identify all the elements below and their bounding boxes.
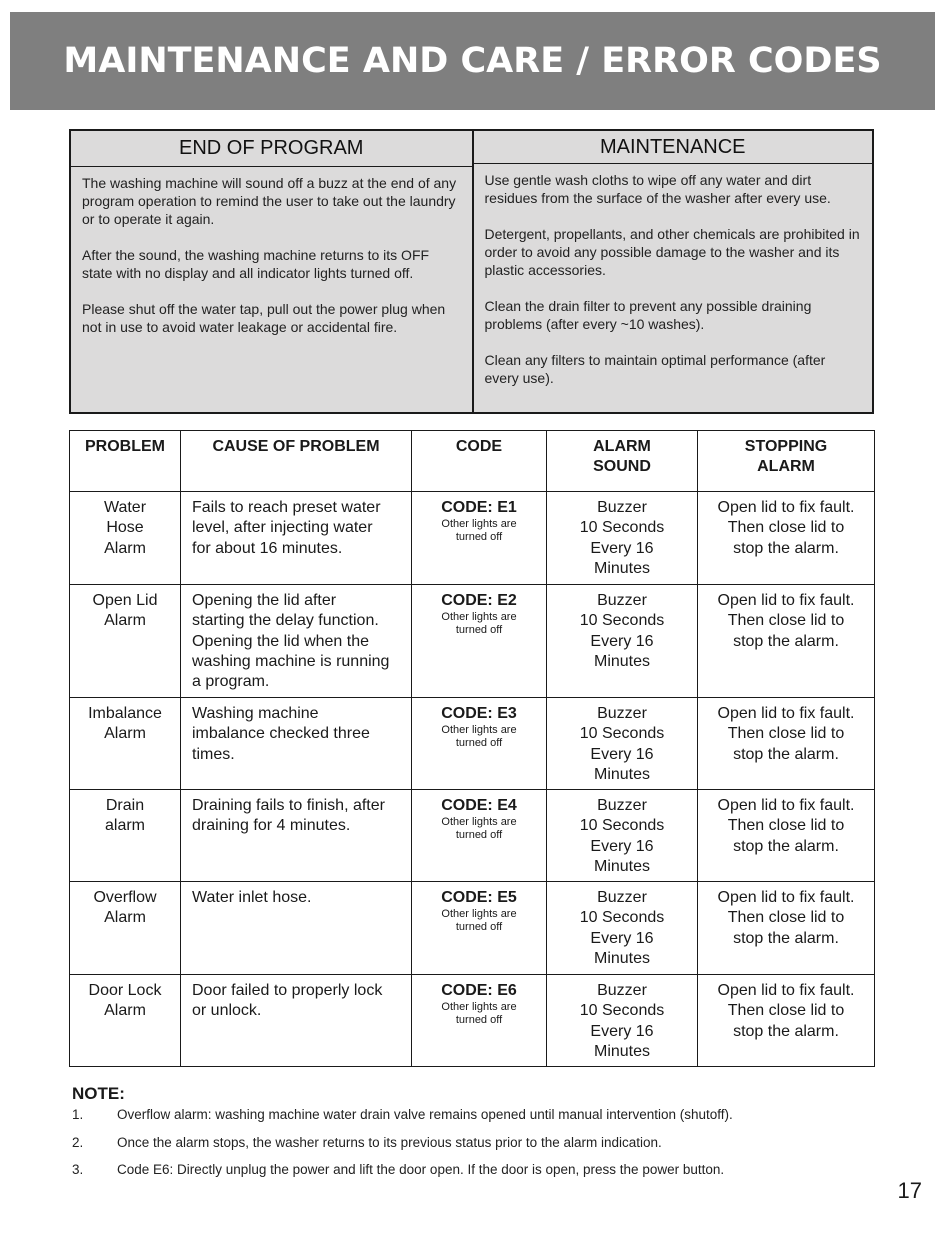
stopping-line: Open lid to fix fault. bbox=[717, 889, 855, 906]
problem-line: Imbalance bbox=[88, 705, 162, 722]
notes-section bbox=[72, 1084, 872, 1189]
cause-line: Door failed to properly lock bbox=[192, 982, 383, 999]
code-note-line: Other lights are bbox=[441, 611, 517, 624]
stopping-line: Open lid to fix fault. bbox=[717, 982, 855, 999]
page-header-banner bbox=[10, 12, 935, 110]
cause-line: Water inlet hose. bbox=[192, 889, 312, 906]
cause-line: Washing machine bbox=[192, 705, 319, 722]
cause-line: draining for 4 minutes. bbox=[192, 817, 351, 835]
header-alarm-line: ALARM bbox=[593, 438, 651, 455]
problem-line: Hose bbox=[106, 519, 144, 537]
alarm-line: 10 Seconds bbox=[579, 612, 665, 630]
code-note-line: turned off bbox=[455, 624, 503, 637]
error-codes-table bbox=[69, 430, 875, 1067]
table-header-row bbox=[70, 431, 875, 492]
header-alarm-line: SOUND bbox=[593, 458, 651, 476]
problem-line: Alarm bbox=[104, 539, 146, 557]
alarm-line: 10 Seconds bbox=[579, 909, 665, 927]
problem-cell bbox=[70, 975, 181, 1067]
alarm-line: Buzzer bbox=[597, 889, 647, 906]
problem-line: Door Lock bbox=[88, 982, 162, 999]
note-number: 2. bbox=[72, 1134, 84, 1150]
info-box bbox=[69, 129, 874, 414]
code-note-line: turned off bbox=[455, 737, 503, 750]
cause-line: Fails to reach preset water bbox=[192, 499, 381, 516]
stopping-line: stop the alarm. bbox=[733, 539, 839, 557]
alarm-sound-cell bbox=[547, 698, 698, 790]
problem-line: Water bbox=[103, 499, 147, 516]
stopping-line: stop the alarm. bbox=[733, 837, 839, 855]
cause-cell bbox=[181, 492, 412, 585]
stopping-line: stop the alarm. bbox=[733, 632, 839, 650]
stopping-alarm-cell bbox=[698, 492, 875, 585]
problem-line: Alarm bbox=[104, 909, 146, 927]
alarm-line: Buzzer bbox=[597, 982, 647, 999]
stopping-line: Then close lid to bbox=[727, 725, 845, 743]
stopping-line: Open lid to fix fault. bbox=[717, 592, 855, 609]
problem-line: alarm bbox=[104, 817, 145, 835]
cause-line: level, after injecting water bbox=[192, 519, 373, 537]
alarm-line: Minutes bbox=[593, 559, 651, 577]
table-row bbox=[70, 698, 875, 790]
code-cell bbox=[412, 492, 547, 585]
cause-line: starting the delay function. bbox=[192, 612, 379, 630]
alarm-line: Buzzer bbox=[597, 499, 647, 516]
error-code: CODE: E2 bbox=[441, 592, 517, 609]
cause-line: washing machine is running bbox=[192, 652, 390, 670]
error-code: CODE: E3 bbox=[441, 705, 517, 722]
maintenance-paragraph: Detergent, propellants, and other chemicals are prohibited in order to avoid any possible damage to the washer and its plastic accessories. bbox=[484, 226, 860, 278]
problem-line: Alarm bbox=[104, 725, 146, 743]
problem-line: Open Lid bbox=[92, 592, 158, 609]
code-note-line: Other lights are bbox=[441, 724, 517, 737]
cause-cell bbox=[181, 882, 412, 975]
error-code: CODE: E5 bbox=[441, 889, 517, 906]
maintenance-title: MAINTENANCE bbox=[474, 131, 873, 164]
header-stopping-line: STOPPING bbox=[744, 438, 828, 455]
note-text: Overflow alarm: washing machine water drain valve remains opened until manual intervention (shutoff). bbox=[117, 1107, 733, 1122]
stopping-line: Open lid to fix fault. bbox=[717, 705, 855, 722]
page-title: MAINTENANCE AND CARE / ERROR CODES bbox=[63, 41, 882, 81]
maintenance-paragraph: Clean any filters to maintain optimal performance (after every use). bbox=[484, 352, 826, 386]
code-note-line: turned off bbox=[455, 531, 503, 544]
cause-cell bbox=[181, 790, 412, 882]
code-note-line: Other lights are bbox=[441, 1001, 517, 1014]
header-cause: CAUSE OF PROBLEM bbox=[181, 431, 412, 492]
stopping-line: stop the alarm. bbox=[733, 1022, 839, 1040]
cause-line: Opening the lid after bbox=[192, 592, 337, 609]
page-number: 17 bbox=[897, 1178, 922, 1203]
table-row bbox=[70, 585, 875, 698]
header-stopping-line: ALARM bbox=[757, 458, 815, 476]
stopping-alarm-cell bbox=[698, 790, 875, 882]
table-row bbox=[70, 492, 875, 585]
cause-cell bbox=[181, 698, 412, 790]
notes-title: NOTE: bbox=[72, 1084, 125, 1103]
code-cell bbox=[412, 585, 547, 698]
alarm-line: Every 16 bbox=[590, 1022, 654, 1040]
problem-cell bbox=[70, 790, 181, 882]
code-note-line: turned off bbox=[455, 921, 503, 934]
alarm-sound-cell bbox=[547, 882, 698, 975]
alarm-line: Buzzer bbox=[597, 705, 647, 722]
stopping-alarm-cell bbox=[698, 882, 875, 975]
table-row bbox=[70, 975, 875, 1067]
table-row bbox=[70, 882, 875, 975]
cause-line: Draining fails to finish, after bbox=[192, 797, 385, 814]
stopping-alarm-cell bbox=[698, 698, 875, 790]
code-note-line: Other lights are bbox=[441, 908, 517, 921]
problem-line: Alarm bbox=[104, 612, 146, 630]
alarm-line: Buzzer bbox=[597, 592, 647, 609]
alarm-line: Every 16 bbox=[590, 929, 654, 947]
alarm-line: Buzzer bbox=[597, 797, 647, 814]
stopping-line: Then close lid to bbox=[727, 909, 845, 927]
problem-cell bbox=[70, 698, 181, 790]
alarm-line: Every 16 bbox=[590, 539, 654, 557]
alarm-line: Minutes bbox=[593, 857, 651, 875]
alarm-line: Every 16 bbox=[590, 632, 654, 650]
code-note-line: turned off bbox=[455, 829, 503, 842]
header-stopping-alarm bbox=[698, 431, 875, 492]
alarm-line: Every 16 bbox=[590, 745, 654, 763]
end-of-program-section bbox=[71, 131, 472, 412]
stopping-line: Then close lid to bbox=[727, 817, 845, 835]
note-item bbox=[72, 1161, 872, 1178]
cause-line: a program. bbox=[192, 673, 270, 691]
alarm-line: Minutes bbox=[593, 765, 651, 783]
header-alarm-sound bbox=[547, 431, 698, 492]
stopping-line: Then close lid to bbox=[727, 519, 845, 537]
alarm-line: Minutes bbox=[593, 1042, 651, 1060]
code-cell bbox=[412, 882, 547, 975]
header-problem: PROBLEM bbox=[70, 431, 181, 492]
cause-cell bbox=[181, 975, 412, 1067]
problem-line: Drain bbox=[105, 797, 145, 814]
stopping-line: Open lid to fix fault. bbox=[717, 797, 855, 814]
error-code: CODE: E6 bbox=[441, 982, 517, 999]
error-code: CODE: E4 bbox=[441, 797, 517, 814]
cause-line: times. bbox=[192, 745, 235, 763]
code-note-line: Other lights are bbox=[441, 518, 517, 531]
end-of-program-title: END OF PROGRAM bbox=[71, 131, 472, 167]
maintenance-paragraph: Use gentle wash cloths to wipe off any water and dirt residues from the surface of the washer after every use. bbox=[484, 172, 831, 206]
alarm-sound-cell bbox=[547, 492, 698, 585]
maintenance-paragraph: Clean the drain filter to prevent any possible draining problems (after every ~10 washes). bbox=[484, 298, 812, 332]
alarm-line: 10 Seconds bbox=[579, 1002, 665, 1020]
alarm-sound-cell bbox=[547, 975, 698, 1067]
problem-line: Alarm bbox=[104, 1002, 146, 1020]
alarm-line: 10 Seconds bbox=[579, 725, 665, 743]
table-row bbox=[70, 790, 875, 882]
problem-cell bbox=[70, 492, 181, 585]
stopping-alarm-cell bbox=[698, 975, 875, 1067]
code-cell bbox=[412, 698, 547, 790]
end-of-program-paragraph: After the sound, the washing machine returns to its OFF state with no display and all indicator lights turned off. bbox=[82, 247, 430, 281]
note-text: Once the alarm stops, the washer returns to its previous status prior to the alarm indication. bbox=[117, 1134, 662, 1150]
stopping-line: Then close lid to bbox=[727, 1002, 845, 1020]
cause-line: Opening the lid when the bbox=[192, 632, 370, 650]
note-item bbox=[72, 1106, 872, 1123]
stopping-line: Then close lid to bbox=[727, 612, 845, 630]
problem-cell bbox=[70, 882, 181, 975]
stopping-alarm-cell bbox=[698, 585, 875, 698]
code-note-line: turned off bbox=[455, 1014, 503, 1027]
maintenance-section bbox=[472, 131, 873, 412]
alarm-sound-cell bbox=[547, 790, 698, 882]
note-number: 1. bbox=[72, 1107, 84, 1122]
end-of-program-paragraph: The washing machine will sound off a buzz at the end of any program operation to remind the user to take out the laundry or to operate it again. bbox=[82, 175, 457, 227]
cause-line: imbalance checked three bbox=[192, 725, 370, 743]
cause-line: for about 16 minutes. bbox=[192, 539, 343, 557]
alarm-line: Minutes bbox=[593, 652, 651, 670]
error-code: CODE: E1 bbox=[441, 499, 517, 516]
alarm-line: 10 Seconds bbox=[579, 519, 665, 537]
alarm-sound-cell bbox=[547, 585, 698, 698]
cause-cell bbox=[181, 585, 412, 698]
alarm-line: Every 16 bbox=[590, 837, 654, 855]
problem-cell bbox=[70, 585, 181, 698]
cause-line: or unlock. bbox=[192, 1002, 262, 1020]
alarm-line: Minutes bbox=[593, 949, 651, 967]
problem-line: Overflow bbox=[93, 889, 157, 906]
end-of-program-paragraph: Please shut off the water tap, pull out the power plug when not in use to avoid water leakage or accidental fire. bbox=[82, 301, 446, 335]
note-number: 3. bbox=[72, 1162, 84, 1177]
note-text: Code E6: Directly unplug the power and lift the door open. If the door is open, press the power button. bbox=[117, 1162, 725, 1177]
code-cell bbox=[412, 790, 547, 882]
header-code: CODE bbox=[412, 431, 547, 492]
stopping-line: stop the alarm. bbox=[733, 929, 839, 947]
code-note-line: Other lights are bbox=[441, 816, 517, 829]
alarm-line: 10 Seconds bbox=[579, 817, 665, 835]
code-cell bbox=[412, 975, 547, 1067]
stopping-line: stop the alarm. bbox=[733, 745, 839, 763]
note-item bbox=[72, 1134, 872, 1151]
stopping-line: Open lid to fix fault. bbox=[717, 499, 855, 516]
